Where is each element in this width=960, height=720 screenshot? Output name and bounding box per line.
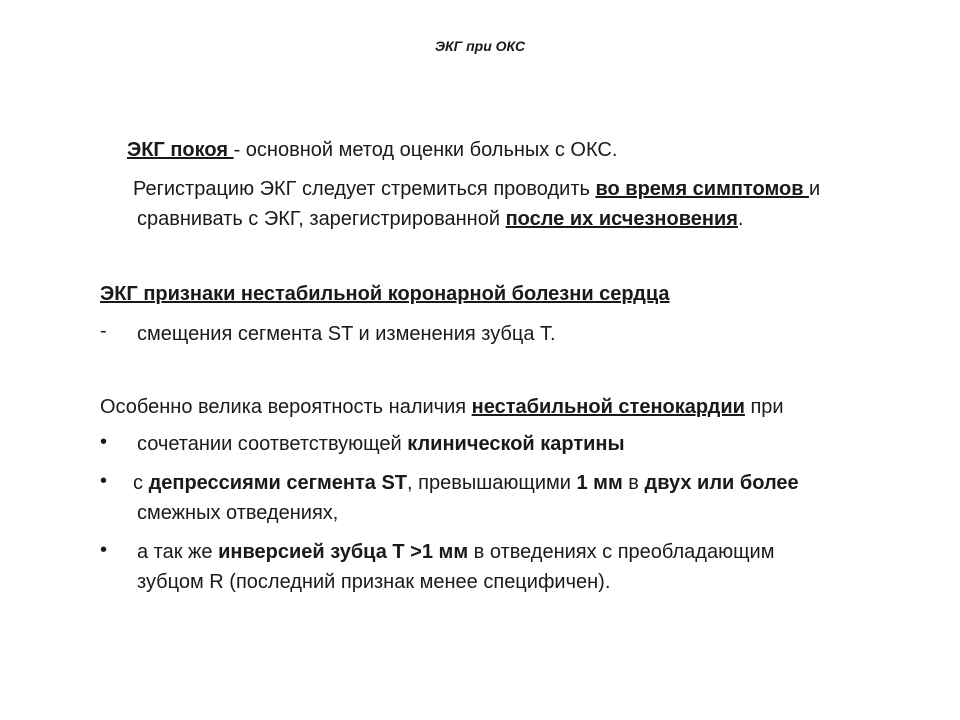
during-symptoms-term: во время симптомов	[595, 178, 810, 200]
t-inversion-term: инверсией зубца T >1 мм	[218, 541, 469, 563]
rest-ecg-paragraph	[127, 136, 617, 164]
unstable-angina-term: нестабильной стенокардии	[471, 396, 745, 418]
slide-title: ЭКГ при ОКС	[434, 38, 526, 54]
section-heading: ЭКГ признаки нестабильной коронарной болезни сердца	[100, 283, 670, 305]
bullet-text: а так же	[137, 541, 219, 563]
bullet-marker: •	[100, 470, 108, 492]
bullet-text: с	[133, 472, 149, 494]
one-mm-term: 1 мм	[576, 472, 623, 494]
probability-when: при	[744, 396, 784, 418]
bullet-st-depression-line2: смежных отведениях,	[137, 502, 339, 524]
registration-and: и	[809, 178, 821, 200]
bullet-text: , превышающими	[407, 472, 577, 494]
bullet-t-inversion-line2: зубцом R (последний признак менее специфичен).	[137, 571, 611, 593]
rest-ecg-text: - основной метод оценки больных с ОКС.	[233, 139, 618, 161]
clinical-picture-term: клинической картины	[407, 433, 625, 455]
probability-paragraph	[100, 393, 784, 421]
registration-paragraph-line1	[133, 175, 820, 203]
st-shift-item: смещения сегмента ST и изменения зубца T.	[137, 323, 556, 345]
registration-period: .	[737, 208, 744, 230]
two-or-more-term: двух или более	[644, 472, 799, 494]
st-depression-term: депрессиями сегмента ST	[148, 472, 407, 494]
bullet-clinical-picture	[137, 430, 625, 458]
rest-ecg-term: ЭКГ покоя	[127, 139, 234, 161]
bullet-text: в	[622, 472, 645, 494]
registration-paragraph-line2	[137, 205, 743, 233]
dash-marker: -	[100, 320, 107, 342]
compare-text: сравнивать с ЭКГ, зарегистрированной	[137, 208, 506, 230]
bullet-marker: •	[100, 431, 108, 453]
probability-text: Особенно велика вероятность наличия	[100, 396, 472, 418]
bullet-text: в отведениях с преобладающим	[468, 541, 775, 563]
bullet-st-depression-line1	[133, 469, 799, 497]
bullet-marker: •	[100, 539, 108, 561]
registration-text: Регистрацию ЭКГ следует стремиться проводить	[133, 178, 596, 200]
after-disappearance-term: после их исчезновения	[505, 208, 738, 230]
bullet-t-inversion-line1	[137, 538, 774, 566]
bullet-text: сочетании соответствующей	[137, 433, 408, 455]
